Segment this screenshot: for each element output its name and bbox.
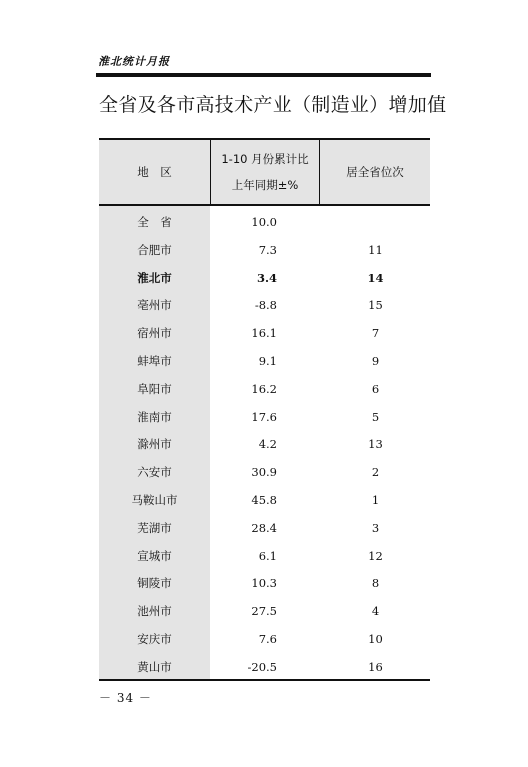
region-cell: 铜陵市 [137,576,172,591]
rank-cell: 12 [368,548,383,563]
rank-cell: 2 [371,465,380,480]
region-cell: 池州市 [137,604,172,619]
region-cell: 六安市 [137,465,172,480]
table-row [99,458,430,486]
growth-cell: 6.1 [258,548,277,563]
table-row [99,569,430,597]
column-header-rank-label: 居全省位次 [346,165,404,179]
table-row [99,319,430,347]
region-cell: 滁州市 [137,437,172,452]
table-row [99,264,430,292]
region-cell: 亳州市 [137,298,172,313]
rank-cell: 3 [371,520,380,535]
table-row [99,653,430,681]
publication-header: 淮北统计月报 [98,55,170,68]
rank-cell: 6 [371,381,380,396]
rank-cell: 10 [368,632,383,646]
column-header-growth-label [221,146,308,198]
region-cell: 合肥市 [137,242,172,257]
growth-cell: -8.8 [254,298,277,313]
region-cell: 阜阳市 [137,381,172,396]
rank-cell: 16 [368,659,383,674]
region-cell: 黄山市 [137,659,172,674]
table-row [99,236,430,264]
column-header-region [99,140,210,204]
table-row [99,347,430,375]
column-header-growth-line1: 1-10 月份累计比 [221,152,309,166]
rank-cell: 11 [368,242,383,257]
table-row [99,514,430,542]
growth-cell: 16.2 [251,381,277,396]
table-row [99,486,430,514]
growth-cell: 16.1 [251,326,277,341]
table-row [99,291,430,319]
page-number: － 34 － [99,691,152,705]
rank-cell: 8 [371,576,380,591]
region-cell: 宿州市 [137,326,172,341]
region-cell: 淮南市 [137,409,172,424]
rank-cell: 1 [371,493,380,507]
growth-cell: 9.1 [258,354,277,368]
column-header-rank [320,140,430,204]
table-row [99,542,430,570]
growth-cell: 7.3 [258,242,277,257]
growth-cell: 17.6 [251,409,277,424]
growth-cell: 3.4 [256,270,277,285]
growth-cell: 45.8 [251,493,277,507]
rank-cell: 15 [368,298,383,313]
rank-cell: 9 [371,354,380,368]
region-cell: 芜湖市 [137,520,172,535]
rank-cell: 5 [371,409,380,424]
region-cell: 淮北市 [137,270,172,285]
growth-cell: 10.0 [251,215,277,229]
rank-cell: 14 [367,270,384,285]
table-row [99,208,430,236]
region-cell: 马鞍山市 [131,493,178,507]
region-cell: 蚌埠市 [137,354,172,368]
region-cell: 安庆市 [137,632,172,646]
page-title: 全省及各市高技术产业（制造业）增加值 [99,94,447,116]
header-rule [96,73,431,77]
table-row [99,430,430,458]
growth-cell: 27.5 [251,604,277,619]
growth-cell: 28.4 [251,520,277,535]
table-row [99,375,430,403]
growth-cell: 7.6 [258,632,277,646]
column-header-region-label: 地 区 [137,165,172,179]
rank-cell: 4 [371,604,380,619]
rank-cell: 7 [371,326,380,341]
column-header-growth-line2: 上年同期±% [231,178,299,192]
column-header-growth [211,140,319,204]
rank-cell [321,208,430,236]
growth-cell: 10.3 [251,576,277,591]
region-cell: 全 省 [137,215,172,229]
region-cell: 宣城市 [137,548,172,563]
growth-cell: 30.9 [251,465,277,480]
table-row [99,403,430,431]
table-row [99,625,430,653]
growth-cell: 4.2 [258,437,277,452]
growth-cell: -20.5 [247,659,277,674]
table-row [99,597,430,625]
rank-cell: 13 [368,437,383,452]
table-bottom-rule [99,679,430,681]
